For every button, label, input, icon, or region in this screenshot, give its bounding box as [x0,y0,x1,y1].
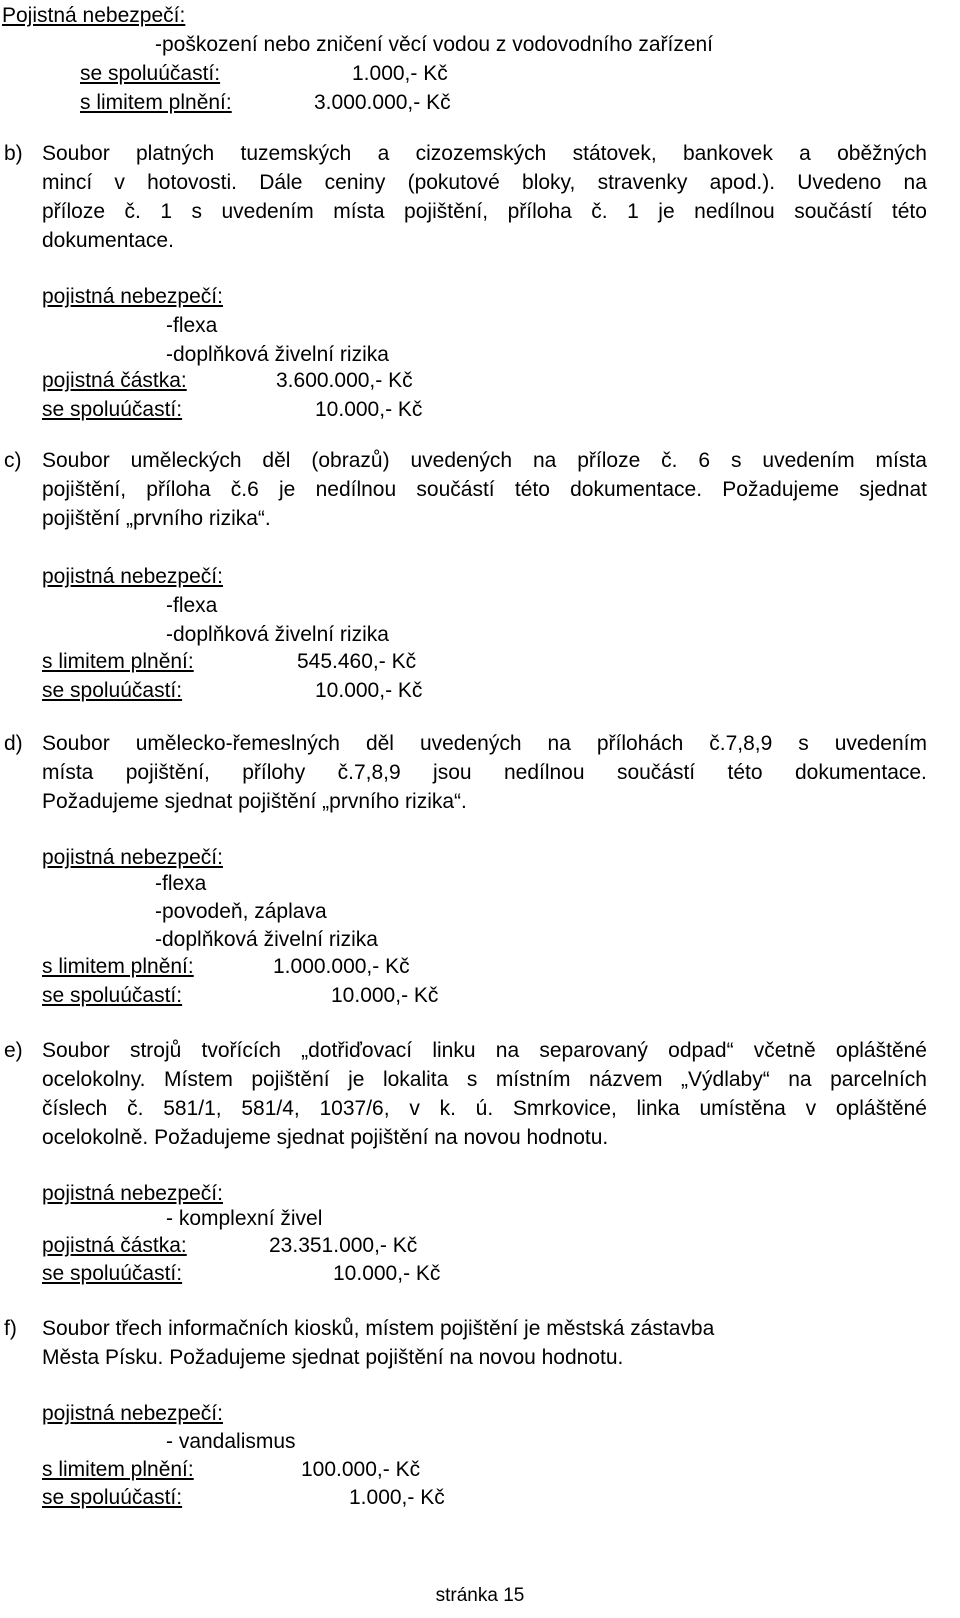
section-d-deductible-label: se spoluúčastí: [42,984,183,1007]
top-deductible-label: se spoluúčastí: [80,62,221,85]
word: dokumentace. [794,761,927,784]
word: je [348,1068,365,1091]
section-e-risk-1: - komplexní živel [166,1207,323,1230]
section-b-text-line-1 [42,140,927,168]
word: této [891,200,927,223]
word: č.7,8,9 [709,732,773,755]
word: příloze [42,200,106,223]
word: místa [875,449,927,472]
word: uvedených [410,449,513,472]
word: v [805,1097,817,1120]
word: součástí [616,761,696,784]
word: názvem [588,1068,663,1091]
word: na [788,1068,812,1091]
word: přílohy [242,761,306,784]
word: umělecko-řemeslných [135,732,340,755]
section-e-text-line-1 [42,1037,927,1065]
page-number: stránka 15 [435,1585,525,1606]
section-f-risks-heading: pojistná nebezpečí: [42,1402,223,1425]
top-limit-value: 3.000.000,- Kč [314,91,451,114]
word: stravenky [597,171,688,194]
word: Soubor [42,1039,110,1062]
section-b-text-line-2 [42,169,927,197]
section-e-deductible-value: 10.000,- Kč [333,1262,441,1285]
section-c-deductible-label: se spoluúčastí: [42,679,183,702]
word: uvedením [762,449,855,472]
word: opláštěné [835,1097,927,1120]
word: tuzemských [240,142,352,165]
word: (pokutové [407,171,500,194]
section-f-limit-label: s limitem plnění: [42,1458,194,1481]
section-c-deductible-value: 10.000,- Kč [315,679,423,702]
word: příloze [577,449,641,472]
word: místa [42,761,94,784]
section-c-risk-2: -doplňková živelní rizika [166,623,389,646]
section-b-letter: b) [4,142,23,165]
section-b-amount-label: pojistná částka: [42,369,187,392]
word: místa [333,200,385,223]
word: č. [661,449,678,472]
word: 581/4, [241,1097,300,1120]
section-e-amount-value: 23.351.000,- Kč [269,1234,418,1257]
section-d-risk-3: -doplňková živelní rizika [155,928,378,951]
word: Dále [259,171,303,194]
word: pojištění, [125,761,210,784]
word: součástí [794,200,873,223]
word: bloky, [522,171,576,194]
word: nedílnou [315,478,397,501]
word: této [727,761,763,784]
section-e-deductible-label: se spoluúčastí: [42,1262,183,1285]
word: na [903,171,927,194]
word: (obrazů) [311,449,390,472]
word: ú. [475,1097,494,1120]
word: na [532,449,557,472]
word: s [731,449,742,472]
section-e-text-line-2 [42,1066,927,1094]
section-d-risk-1: -flexa [155,872,207,895]
word: s [798,732,809,755]
word: jsou [433,761,472,784]
word: této [514,478,550,501]
section-c-text-line-1 [42,447,927,475]
section-d-risk-2: -povodeň, záplava [155,900,327,923]
word: č.7,8,9 [337,761,401,784]
word: je [279,478,296,501]
word: tvořících [201,1039,281,1062]
word: 1 [160,200,173,223]
section-d-limit-label: s limitem plnění: [42,955,194,978]
top-risk: -poškození nebo zničení věcí vodou z vodovodního zařízení [155,33,714,56]
word: hotovosti. [147,171,238,194]
section-b-risks-heading: pojistná nebezpečí: [42,285,223,308]
word: děl [262,449,291,472]
section-f-limit-value: 100.000,- Kč [301,1458,421,1481]
word: opláštěné [835,1039,927,1062]
word: pojištění [251,1068,330,1091]
word: uvedených [419,732,522,755]
section-f-letter: f) [4,1317,17,1340]
section-c-letter: c) [4,449,22,472]
word: mincí [42,171,93,194]
word: umístěna [699,1097,786,1120]
top-risks-heading: Pojistná nebezpečí: [2,4,186,27]
word: v [114,171,125,194]
section-d-letter: d) [4,732,23,755]
word: platných [136,142,215,165]
word: na [547,732,571,755]
word: č.6 [230,478,259,501]
word: Soubor [42,449,110,472]
word: Smrkovice, [512,1097,617,1120]
section-b-text-line-3 [42,198,927,226]
word: součástí [416,478,495,501]
word: lokalita [382,1068,449,1091]
word: č. [127,1097,144,1120]
section-b-deductible-value: 10.000,- Kč [315,398,423,421]
word: pojištění, [42,478,127,501]
section-e-letter: e) [4,1039,23,1062]
word: Požadujeme [722,478,840,501]
word: apod.). [709,171,776,194]
word: linku [432,1039,476,1062]
word: uvedením [834,732,927,755]
word: 581/1, [163,1097,222,1120]
section-b-deductible-label: se spoluúčastí: [42,398,183,421]
word: číslech [42,1097,108,1120]
word: „Výdlaby“ [681,1068,770,1091]
section-e-text-line-3 [42,1095,927,1123]
word: v [409,1097,420,1120]
section-f-deductible-label: se spoluúčastí: [42,1486,183,1509]
word: uvedením [221,200,314,223]
word: cizozemských [415,142,547,165]
section-f-risk-1: - vandalismus [166,1430,296,1453]
word: a [377,142,390,165]
word: linka [636,1097,680,1120]
word: na [495,1039,520,1062]
word: s [191,200,203,223]
section-d-risks-heading: pojistná nebezpečí: [42,846,223,869]
section-c-risk-1: -flexa [166,594,218,617]
section-d-limit-value: 1.000.000,- Kč [273,955,410,978]
word: odpad“ [668,1039,734,1062]
word: nedílnou [503,761,585,784]
word: separovaný [539,1039,648,1062]
section-f-deductible-value: 1.000,- Kč [349,1486,445,1509]
section-d-deductible-value: 10.000,- Kč [331,984,439,1007]
word: Uvedeno [797,171,882,194]
section-c-limit-label: s limitem plnění: [42,650,194,673]
word: sjednat [859,478,927,501]
word: bankovek [682,142,773,165]
section-b-risk-1: -flexa [166,314,218,337]
word: příloha [507,200,572,223]
word: Soubor [42,732,110,755]
word: 6 [698,449,711,472]
word: Místem [164,1068,233,1091]
word: včetně [753,1039,816,1062]
word: děl [365,732,394,755]
section-b-amount-value: 3.600.000,- Kč [276,369,413,392]
word: a [799,142,811,165]
section-b-risk-2: -doplňková živelní rizika [166,343,389,366]
word: přílohách [596,732,684,755]
word: příloha [146,478,211,501]
word: uměleckých [130,449,242,472]
word: ceniny [324,171,386,194]
word: 1037/6, [319,1097,390,1120]
word: č. [591,200,608,223]
word: místním [495,1068,571,1091]
top-deductible-value: 1.000,- Kč [352,62,448,85]
section-c-risks-heading: pojistná nebezpečí: [42,565,223,588]
section-c-limit-value: 545.460,- Kč [297,650,417,673]
section-d-text-line-2 [42,759,927,787]
word: je [658,200,675,223]
document-page: Pojistná nebezpečí: -poškození nebo zničení věcí vodou z vodovodního zařízení se spoluúčastí: 1.000,- Kč s limitem plnění: 3.000.000,- Kč b) Soubor platných tuzemských a cizozemských státovek, bankovek a oběžných mincí v hotovosti. Dále ceniny (pokutové bloky, stravenky apod.). Uvedeno na příloze č. 1 s uvedením místa pojištění, příloha č. 1 je nedílnou součástí této dokumentace. pojistná nebezpečí: -flexa -doplňková živelní rizika pojistná částka: 3.600.000,- Kč se spoluúčastí: 10.000,- Kč c) Soubor uměleckých děl (obrazů) uvedených na příloze č. 6 s uvedením místa pojištění, příloha č.6 je nedílnou součástí této dokumentace. Požadujeme sjednat pojištění „prvního rizika“. pojistná nebezpečí: -flexa -doplňková živelní rizika s limitem plnění: 545.460,- Kč se spoluúčastí: 10.000,- Kč d) Soubor umělecko-řemeslných děl uvedených na přílohách č.7,8,9 s uvedením místa pojištění, přílohy č.7,8,9 jsou nedílnou součástí této dokumentace. Požadujeme sjednat pojištění „prvního rizika“. pojistná nebezpečí: -flexa -povodeň, záplava -doplňková živelní rizika s limitem plnění: 1.000.000,- Kč se spoluúčastí: 10.000,- Kč e) Soubor strojů tvořících „dotřiďovací linku na separovaný odpad“ včetně opláštěné ocelokolny. Místem pojištění je lokalita s místním názvem „Výdlaby“ na parcelních číslech č. 581/1, 581/4, 1037/6, v k. ú. Smrkovice, linka umístěna v opláštěné ocelokolně. Požadujeme sjednat pojištění na novou hodnotu. pojistná nebezpečí: - komplexní živel pojistná částka: 23.351.000,- Kč se spoluúčastí: 10.000,- Kč f) Soubor třech informačních kiosků, místem pojištění je městská zástavba Města Písku. Požadujeme sjednat pojištění na novou hodnotu. pojistná nebezpečí: - vandalismus s limitem plnění: 100.000,- Kč se spoluúčastí: 1.000,- Kč stránka 15 [0,0,960,1618]
word: dokumentace. [570,478,703,501]
top-limit-label: s limitem plnění: [80,91,232,114]
word: nedílnou [694,200,775,223]
word: 1 [627,200,639,223]
word: k. [439,1097,456,1120]
section-d-text-line-1 [42,730,927,758]
word: pojištění, [404,200,489,223]
word: s [466,1068,478,1091]
section-e-amount-label: pojistná částka: [42,1234,187,1257]
word: ocelokolny. [42,1068,146,1091]
word: strojů [129,1039,182,1062]
word: Soubor [42,142,110,165]
section-e-risks-heading: pojistná nebezpečí: [42,1182,223,1205]
word: oběžných [837,142,927,165]
word: „dotřiďovací [301,1039,413,1062]
word: parcelních [830,1068,927,1091]
word: č. [124,200,141,223]
word: státovek, [572,142,657,165]
section-c-text-line-2 [42,476,927,504]
